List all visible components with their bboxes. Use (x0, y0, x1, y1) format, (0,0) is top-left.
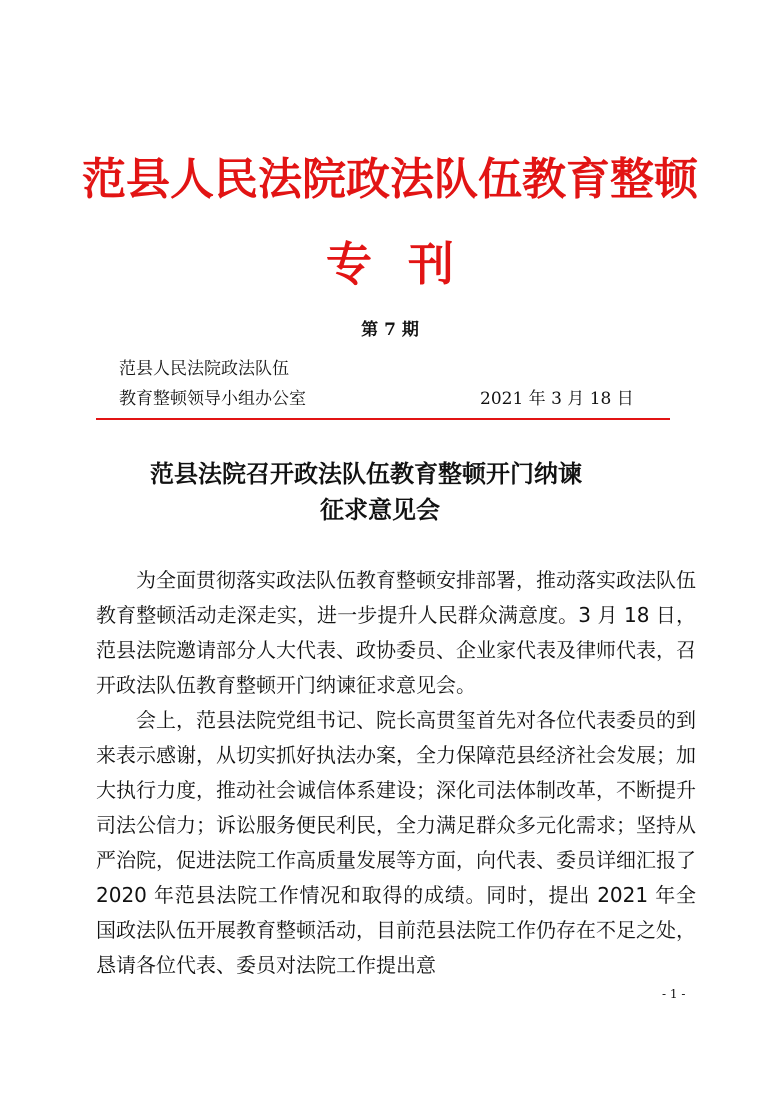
issue-number: 第 7 期 (361, 320, 419, 340)
masthead-subtitle: 专刊 (326, 237, 490, 291)
red-divider (96, 418, 670, 420)
article-title-line-2: 征求意见会 (320, 495, 440, 524)
masthead-title: 范县人民法院政法队伍教育整顿 (82, 154, 698, 205)
article-body (96, 563, 696, 983)
article-title (150, 456, 690, 528)
issue-date: 2021 年 3 月 18 日 (480, 389, 634, 409)
article-title-line-1: 范县法院召开政法队伍教育整顿开门纳谏 (150, 459, 582, 488)
issuer-line-1: 范县人民法院政法队伍 (119, 359, 289, 379)
paragraph: 会上，范县法院党组书记、院长高贯玺首先对各位代表委员的到来表示感谢，从切实抓好执法办案，全力保障范县经济社会发展；加大执行力度，推动社会诚信体系建设；深化司法体制改革，不断提升司法公信力；诉讼服务便民利民，全力满足群众多元化需求；坚持从严治院，促进法院工作高质量发展等方面，向代表、委员详细汇报了 2020 年范县法院工作情况和取得的成绩。同时，提出 2021 年全国政法队伍开展教育整顿活动，目前范县法院工作仍存在不足之处，恳请各位代表、委员对法院工作提出意 (96, 708, 696, 977)
paragraph: 为全面贯彻落实政法队伍教育整顿安排部署，推动落实政法队伍教育整顿活动走深走实，进一步提升人民群众满意度。3 月 18 日，范县法院邀请部分人大代表、政协委员、企业家代表及律师代表，召开政法队伍教育整顿开门纳谏征求意见会。 (96, 568, 696, 697)
issuer-block (119, 354, 306, 414)
issuer-line-2: 教育整顿领导小组办公室 (119, 389, 306, 409)
page-number: - 1 - (662, 987, 686, 1001)
